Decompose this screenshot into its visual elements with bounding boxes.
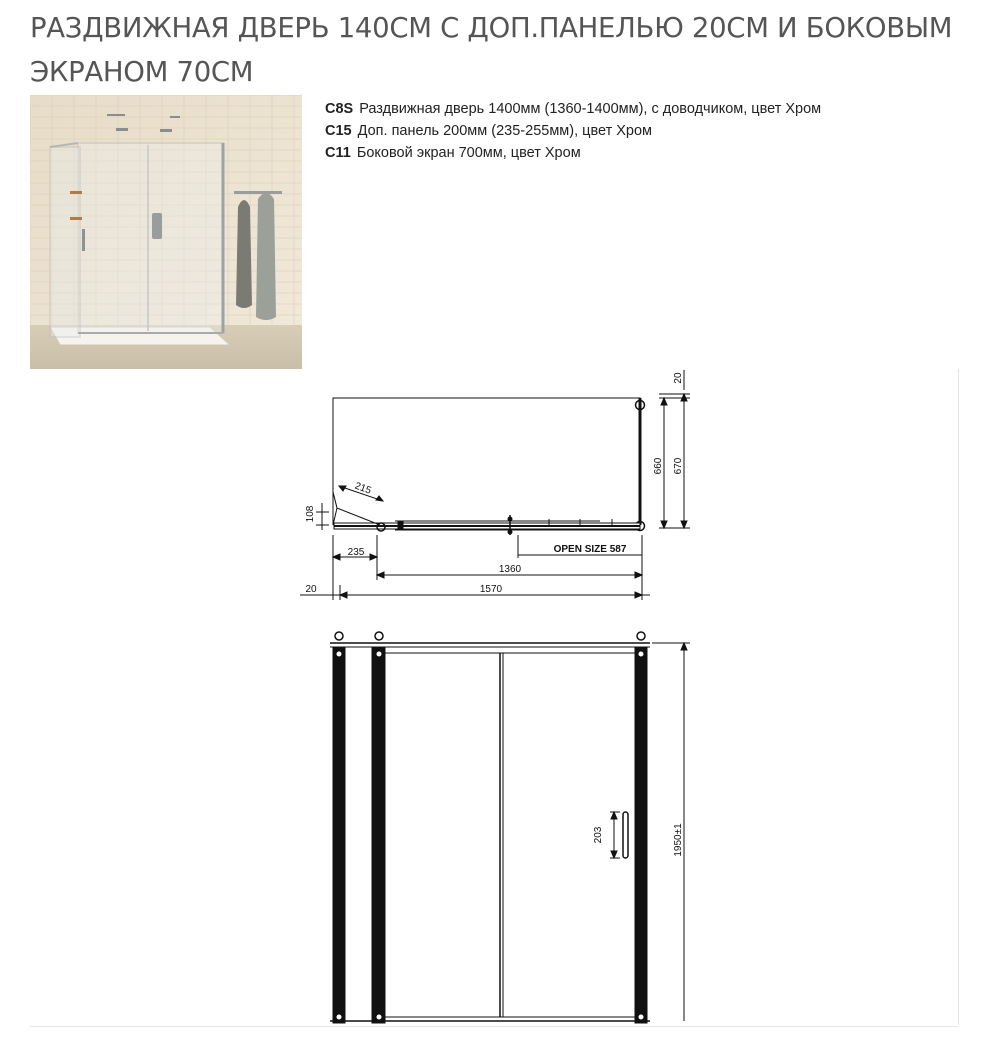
dim-open-size: OPEN SIZE 587 (553, 544, 627, 555)
spec-code: C8S (325, 101, 354, 117)
dim-20-top: 20 (673, 372, 684, 384)
spec-code: C11 (325, 145, 351, 161)
dim-215: 215 (353, 480, 373, 497)
spec-code: C15 (325, 123, 352, 139)
dim-1570: 1570 (479, 584, 503, 595)
page-title: РАЗДВИЖНАЯ ДВЕРЬ 140СМ С ДОП.ПАНЕЛЬЮ 20СМ И БОКОВЫМ ЭКРАНОМ 70СМ (30, 12, 953, 88)
dim-670: 670 (673, 457, 684, 475)
spec-text: Доп. панель 200мм (235-255мм), цвет Хром (357, 123, 653, 139)
dim-108: 108 (305, 505, 316, 523)
dim-20-left: 20 (305, 584, 317, 595)
dim-235: 235 (347, 547, 365, 558)
dim-660: 660 (653, 457, 664, 475)
dim-203: 203 (593, 826, 604, 844)
dim-1360: 1360 (498, 564, 522, 575)
spec-text: Боковой экран 700мм, цвет Хром (356, 145, 581, 161)
spec-text: Раздвижная дверь 1400мм (1360-1400мм), с доводчиком, цвет Хром (359, 101, 822, 117)
dim-1950: 1950±1 (673, 823, 684, 857)
